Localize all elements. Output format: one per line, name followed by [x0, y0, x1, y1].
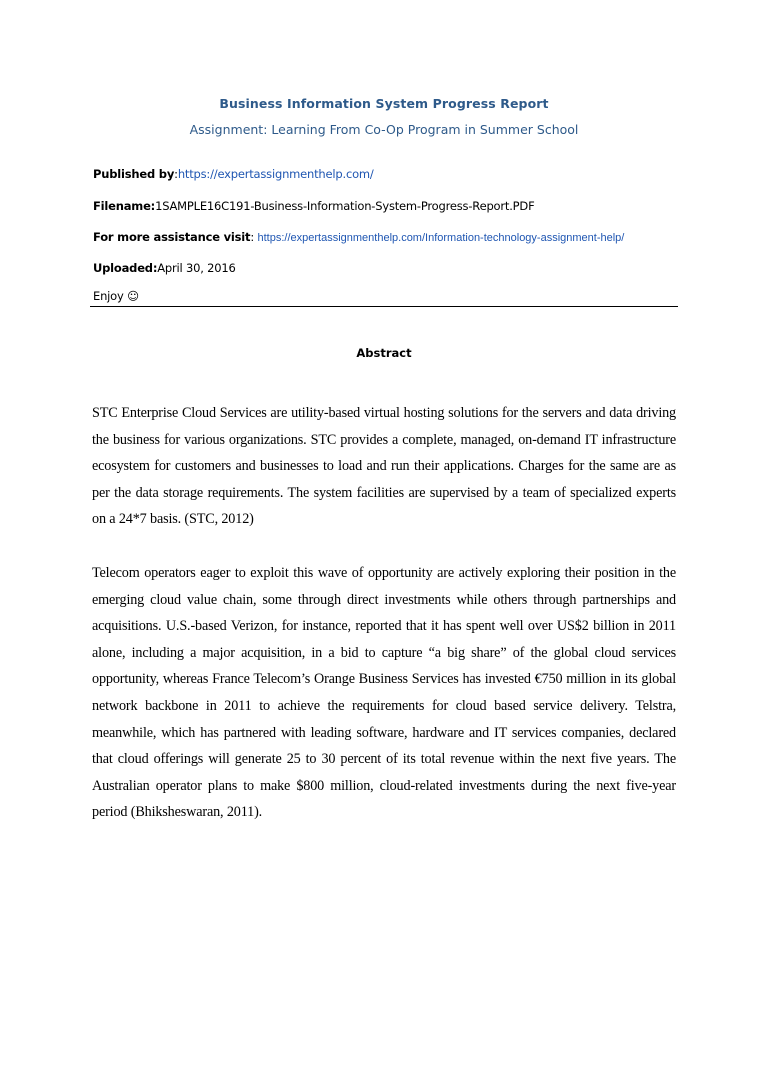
published-by-link[interactable]: https://expertassignmenthelp.com/: [177, 167, 374, 181]
published-by-line: [93, 167, 683, 181]
enjoy-text: Enjoy: [93, 289, 124, 303]
abstract-heading: Abstract: [356, 346, 412, 360]
filename-line: [93, 199, 683, 213]
assistance-separator: :: [250, 230, 258, 244]
assistance-link[interactable]: https://expertassignmenthelp.com/Information-technology-assignment-help/: [257, 232, 625, 244]
document-subtitle: Assignment: Learning From Co-Op Program in Summer School: [189, 122, 579, 137]
published-by-separator: :: [174, 167, 178, 181]
assistance-label: For more assistance visit: [93, 230, 251, 244]
enjoy-line: [93, 289, 683, 303]
document-title: Business Information System Progress Report: [219, 96, 549, 111]
published-by-label: Published by: [93, 167, 175, 181]
filename-label: Filename:: [93, 199, 156, 213]
filename-value: 1SAMPLE16C191-Business-Information-System-Progress-Report.PDF: [155, 199, 535, 213]
abstract-paragraph: Telecom operators eager to exploit this wave of opportunity are actively exploring their position in the emerging cloud value chain, some through direct investments while others through partnerships and acquisitions. U.S.-based Verizon, for instance, reported that it has spent well over US$2 billion in 2011 alone, including a major acquisition, in a bid to capture “a big share” of the global cloud services opportunity, whereas France Telecom’s Orange Business Services has invested €750 million in its global network backbone in 2011 to achieve the requirements for cloud based service delivery. Telstra, meanwhile, which has partnered with leading software, hardware and IT services companies, declared that cloud offerings will generate 25 to 30 percent of its total revenue within the next five years. The Australian operator plans to make $800 million, cloud-related investments during the next five-year period (Bhiksheswaran, 2011).: [92, 565, 676, 821]
uploaded-label: Uploaded:: [93, 261, 158, 275]
assistance-line: [93, 230, 683, 244]
uploaded-value: April 30, 2016: [157, 261, 236, 275]
smiley-icon: ☺: [127, 289, 139, 303]
uploaded-line: [93, 261, 683, 275]
header-divider: [90, 306, 678, 307]
abstract-paragraph: STC Enterprise Cloud Services are utility-based virtual hosting solutions for the servers and data driving the business for various organizations. STC provides a complete, managed, on-demand IT infrastructure ecosystem for customers and businesses to load and run their applications. Charges for the same are as per the data storage requirements. The system facilities are supervised by a team of specialized experts on a 24*7 basis. (STC, 2012): [92, 405, 676, 528]
